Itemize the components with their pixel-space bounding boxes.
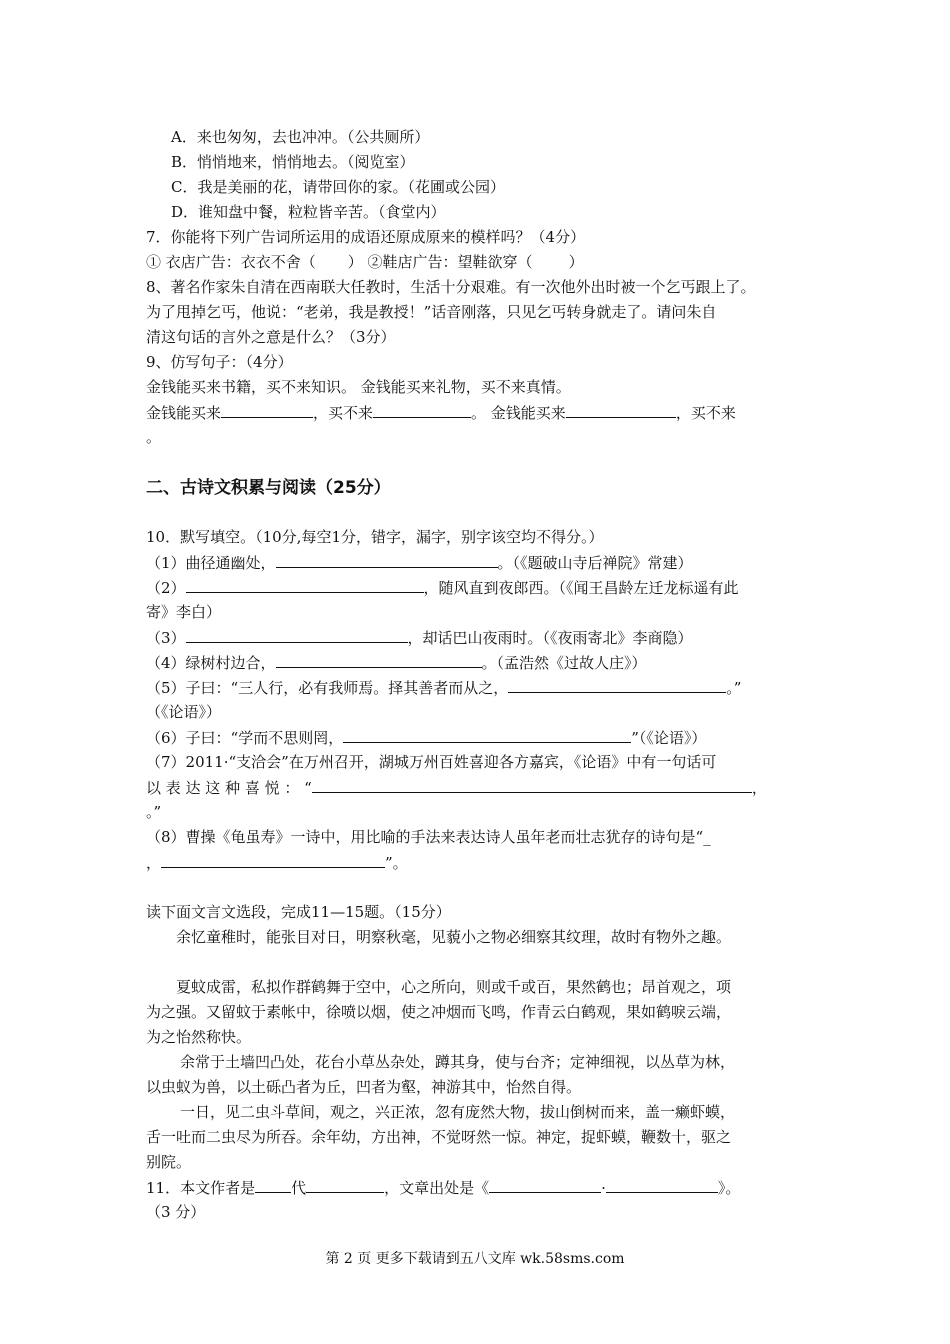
q10-item-7-blank-line	[146, 777, 767, 798]
passage-para-2-line-1: 夏蚊成雷，私拟作群鹤舞于空中，心之所向，则或千或百，果然鹤也；昂首观之，项	[176, 978, 732, 996]
question-8-line-1: 8、著名作家朱自清在西南联大任教时，生活十分艰难。有一次他外出时被一个乞丐跟上了。	[146, 278, 756, 296]
q10-item-5	[146, 677, 741, 698]
q10-item-1	[146, 552, 693, 573]
q9-text-2: ，买不来	[313, 404, 374, 422]
q10-7-blank[interactable]	[312, 777, 752, 793]
q10-item-8: （8）曹操《龟虽寿》一诗中，用比喻的手法来表达诗人虽年老而壮志犹存的诗句是“_	[146, 828, 711, 846]
passage-para-4-line-3: 别院。	[146, 1153, 192, 1171]
q10-5-blank[interactable]	[508, 677, 726, 693]
question-11	[146, 1177, 740, 1198]
q11-text-1: 11．本文作者是	[146, 1179, 256, 1197]
q9-blank-3[interactable]	[566, 402, 676, 418]
section-title: 二、古诗文积累与阅读（25分）	[146, 478, 391, 498]
q10-4-source: 。（孟浩然《过故人庄》）	[481, 654, 647, 672]
passage-para-3-line-1: 余常于土墙凹凸处，花台小草丛杂处，蹲其身，使与台齐；定神细视，以丛草为林，	[180, 1053, 736, 1071]
q10-6-blank[interactable]	[343, 727, 631, 743]
q9-text-3: 。 金钱能买来	[471, 404, 566, 422]
q10-item-4	[146, 652, 647, 673]
question-7-items	[146, 252, 584, 272]
q10-3-blank[interactable]	[186, 627, 408, 643]
q10-2-blank[interactable]	[186, 577, 424, 593]
q9-text-1: 金钱能买来	[146, 404, 222, 422]
q11-blank-author[interactable]	[306, 1177, 384, 1193]
q10-4-blank[interactable]	[276, 652, 482, 668]
q10-8-blank[interactable]	[161, 852, 385, 868]
q10-2-prompt: （2）	[146, 579, 186, 597]
option-a: A．来也匆匆，去也冲冲。（公共厕所）	[171, 128, 430, 146]
q11-dot: ·	[601, 1179, 606, 1197]
q10-item-6	[146, 727, 706, 748]
question-9-example: 金钱能买来书籍，买不来知识。 金钱能买来礼物，买不来真情。	[146, 378, 571, 396]
q11-text-4: 》。	[717, 1179, 741, 1197]
q10-item-7: （7）2011·“支洽会”在万州召开，湖城万州百姓喜迎各方嘉宾，《论语》中有一句话可	[146, 753, 717, 771]
q10-6-source: ”（《论语》）	[631, 729, 707, 747]
q11-blank-source-2[interactable]	[606, 1177, 718, 1193]
q11-blank-dynasty[interactable]	[255, 1177, 291, 1193]
passage-para-2-line-3: 为之怡然称快。	[146, 1028, 252, 1046]
q10-6-prompt: （6）子曰：“学而不思则罔，	[146, 729, 344, 747]
q10-1-prompt: （1）曲径通幽处，	[146, 554, 276, 572]
q11-text-3: ，文章出处是《	[384, 1179, 490, 1197]
question-9-blanks	[146, 402, 736, 423]
question-7: 7．你能将下列广告词所运用的成语还原成原来的模样吗？（4分）	[146, 228, 586, 246]
option-c: C．我是美丽的花，请带回你的家。（花圃或公园）	[171, 178, 505, 196]
option-b: B．悄悄地来，悄悄地去。（阅览室）	[171, 153, 415, 171]
q10-item-3	[146, 627, 693, 648]
q10-2-source: ，随风直到夜郎西。（《闻王昌龄左迁龙标遥有此	[423, 579, 739, 597]
q9-blank-1[interactable]	[221, 402, 313, 418]
q10-4-prompt: （4）绿树村边合，	[146, 654, 276, 672]
page-footer: 第 2 页 更多下载请到五八文库 wk.58sms.com	[325, 1251, 625, 1267]
q10-item-2-cont: 寄》李白）	[146, 603, 222, 621]
q10-7-prompt: 以 表 达 这 种 喜 悦 ： “	[146, 779, 312, 797]
question-8-line-3: 清这句话的言外之意是什么？（3分）	[146, 328, 396, 346]
q10-item-5-source: （《论语》）	[146, 703, 222, 721]
reading-intro: 读下面文言文选段，完成11—15题。（15分）	[146, 903, 451, 921]
question-11-score: （3 分）	[146, 1203, 206, 1221]
q11-text-2: 代	[291, 1179, 307, 1197]
passage-para-2-line-2: 为之强。又留蚊于素帐中，徐喷以烟，使之冲烟而飞鸣，作青云白鹤观，果如鹤唳云端，	[146, 1003, 732, 1021]
q10-3-source: ，却话巴山夜雨时。（《夜雨寄北》李商隐）	[407, 629, 693, 647]
q10-3-prompt: （3）	[146, 629, 186, 647]
passage-para-3-line-2: 以虫蚁为兽，以土砾凸者为丘，凹者为壑，神游其中，怡然自得。	[146, 1078, 582, 1096]
q7-item-a: ① 衣店广告：衣衣不舍（	[146, 253, 316, 271]
question-9: 9、仿写句子：（4分）	[146, 353, 293, 371]
q10-7-comma: ，	[751, 779, 767, 797]
option-d: D．谁知盘中餐，粒粒皆辛苦。（食堂内）	[171, 203, 446, 221]
q10-8-comma: ，	[146, 854, 162, 872]
passage-para-1: 余忆童稚时，能张目对日，明察秋毫，见藐小之物必细察其纹理，故时有物外之趣。	[176, 928, 732, 946]
q9-text-4: ，买不来	[675, 404, 736, 422]
question-10: 10．默写填空。（10分,每空1分，错字，漏字，别字该空均不得分。）	[146, 528, 604, 546]
q11-blank-source-1[interactable]	[489, 1177, 601, 1193]
passage-para-4-line-2: 舌一吐而二虫尽为所吞。余年幼，方出神，不觉呀然一惊。神定，捉虾蟆，鞭数十，驱之	[146, 1128, 732, 1146]
q7-item-end: ）	[568, 253, 584, 271]
q7-item-b: ） ②鞋店广告：望鞋欲穿（	[347, 253, 533, 271]
question-9-end: 。	[146, 428, 162, 446]
q10-1-source: 。（《题破山寺后禅院》常建）	[497, 554, 693, 572]
q10-1-blank[interactable]	[276, 552, 498, 568]
q10-item-7-end: 。”	[146, 803, 162, 821]
q10-5-end: 。”	[726, 679, 742, 697]
question-8-line-2: 为了甩掉乞丐，他说：“老弟，我是教授！”话音刚落，只见乞丐转身就走了。请问朱自	[146, 303, 717, 321]
q9-blank-2[interactable]	[373, 402, 471, 418]
q10-8-end: ”。	[385, 854, 408, 872]
q10-item-8-blank-line	[146, 852, 408, 873]
q10-5-prompt: （5）子曰：“三人行，必有我师焉。择其善者而从之，	[146, 679, 509, 697]
q10-item-2	[146, 577, 739, 598]
passage-para-4-line-1: 一日，见二虫斗草间，观之，兴正浓，忽有庞然大物，拔山倒树而来，盖一癞虾蟆，	[180, 1103, 736, 1121]
